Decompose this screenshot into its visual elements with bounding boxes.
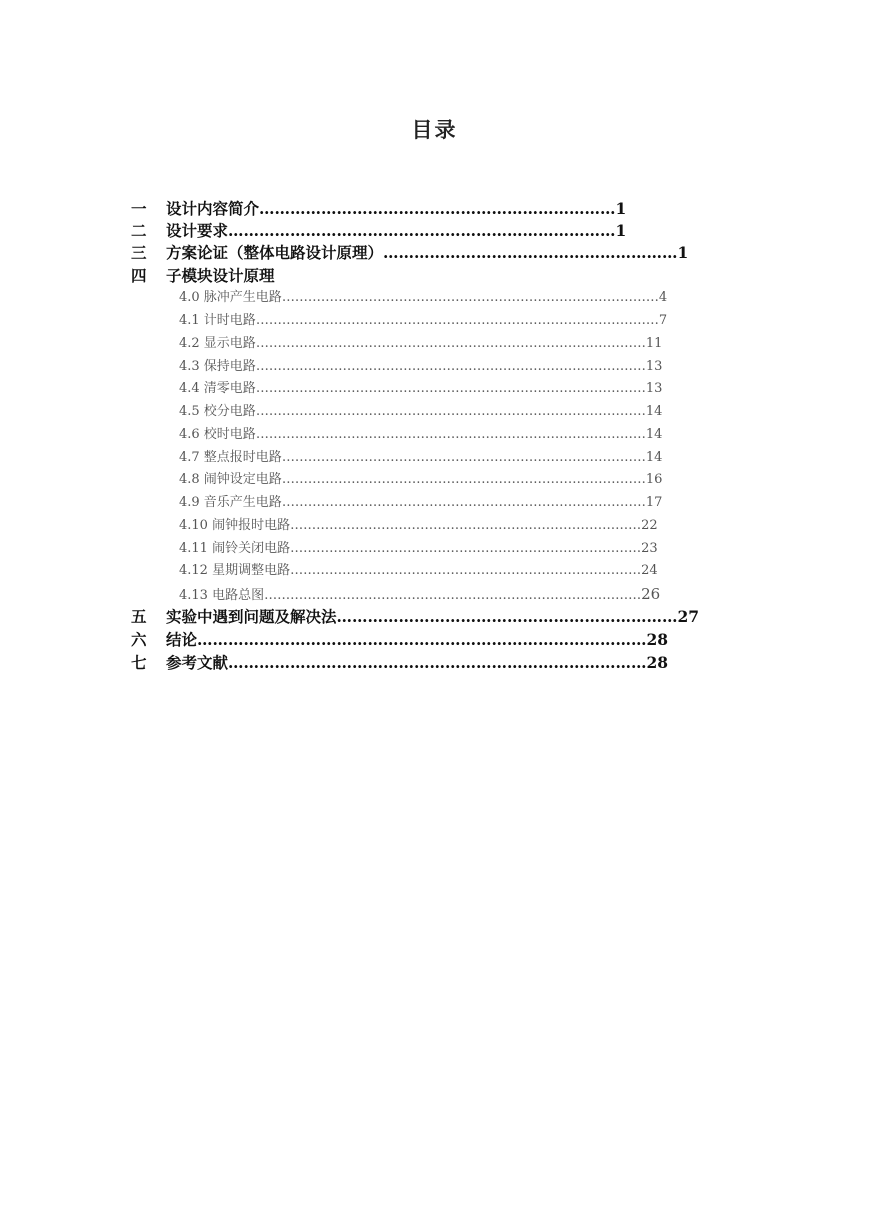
toc-leader-dots: ………………………………………………………………………… bbox=[281, 450, 646, 465]
toc-label: 子模块设计原理 bbox=[166, 266, 275, 285]
toc-page-number: 1 bbox=[677, 243, 689, 262]
toc-index: 三 bbox=[131, 243, 147, 262]
toc-subentry[interactable] bbox=[179, 493, 662, 513]
toc-label: 方案论证（整体电路设计原理） bbox=[166, 243, 384, 262]
toc-page-number: 23 bbox=[641, 541, 658, 556]
toc-entry-2[interactable] bbox=[131, 221, 626, 241]
toc-label: 4.2 显示电路 bbox=[179, 336, 256, 351]
toc-page-number: 7 bbox=[658, 313, 668, 328]
toc-subentry[interactable] bbox=[179, 357, 662, 377]
toc-label: 4.1 计时电路 bbox=[179, 313, 256, 328]
toc-page-number: 17 bbox=[645, 495, 663, 510]
toc-page-number: 22 bbox=[641, 518, 658, 533]
toc-index: 二 bbox=[131, 221, 147, 240]
toc-label: 参考文献 bbox=[166, 653, 229, 672]
toc-subentry[interactable] bbox=[179, 334, 662, 354]
toc-page-number: 28 bbox=[646, 630, 669, 649]
toc-leader-dots: ……………………………………………………………………………… bbox=[255, 381, 646, 396]
toc-leader-dots: ………………………………………………………………………… bbox=[281, 472, 646, 487]
toc-label: 4.4 清零电路 bbox=[179, 381, 256, 396]
toc-label: 4.12 星期调整电路 bbox=[179, 563, 291, 578]
toc-entry-5[interactable] bbox=[131, 607, 699, 627]
toc-leader-dots: ………………………………………………………………………………… bbox=[255, 313, 659, 328]
toc-leader-dots: …………………………………………………………………………… bbox=[281, 290, 659, 305]
toc-page-number: 14 bbox=[645, 404, 663, 419]
toc-page-number: 11 bbox=[645, 336, 663, 351]
toc-page-number: 24 bbox=[641, 563, 658, 578]
toc-leader-dots: ………………………………………………………………… bbox=[228, 221, 616, 240]
toc-entry-1[interactable] bbox=[131, 199, 626, 219]
toc-entry-7[interactable] bbox=[131, 653, 668, 673]
toc-leader-dots: ……………………………………………………………………… bbox=[290, 563, 642, 578]
toc-leader-dots: ……………………………………………………………………………… bbox=[255, 336, 646, 351]
toc-leader-dots: …………………………………………………………… bbox=[259, 199, 616, 218]
toc-page-number: 1 bbox=[615, 221, 627, 240]
toc-label: 4.6 校时电路 bbox=[179, 427, 256, 442]
toc-leader-dots: …………………………………………………………………………… bbox=[264, 588, 642, 603]
toc-subentry[interactable] bbox=[179, 516, 658, 536]
toc-label: 4.7 整点报时电路 bbox=[179, 450, 282, 465]
toc-page-number: 1 bbox=[615, 199, 627, 218]
toc-index: 七 bbox=[131, 653, 147, 672]
toc-index: 四 bbox=[131, 266, 147, 285]
toc-page-number: 26 bbox=[641, 585, 661, 603]
toc-leader-dots: ……………………………………………………………………… bbox=[290, 541, 642, 556]
toc-leader-dots: ……………………………………………………………………………… bbox=[255, 359, 646, 374]
toc-page-number: 13 bbox=[645, 359, 663, 374]
toc-label: 4.9 音乐产生电路 bbox=[179, 495, 282, 510]
toc-leader-dots: ………………………………………………… bbox=[383, 243, 678, 262]
toc-label: 4.10 闹钟报时电路 bbox=[179, 518, 291, 533]
toc-index: 六 bbox=[131, 630, 147, 649]
toc-subentry[interactable] bbox=[179, 402, 662, 422]
toc-leader-dots: ……………………………………………………………………… bbox=[290, 518, 642, 533]
toc-subentry[interactable] bbox=[179, 584, 660, 606]
toc-subentry[interactable] bbox=[179, 470, 662, 490]
toc-label: 4.13 电路总图 bbox=[179, 588, 265, 603]
toc-page-number: 14 bbox=[645, 427, 663, 442]
toc-leader-dots: …………………………………………………………………………… bbox=[197, 630, 647, 649]
page-title: 目录 bbox=[411, 117, 458, 142]
toc-entry-3[interactable] bbox=[131, 243, 688, 263]
toc-entry-4[interactable] bbox=[131, 266, 275, 286]
toc-label: 4.5 校分电路 bbox=[179, 404, 256, 419]
toc-label: 4.3 保持电路 bbox=[179, 359, 256, 374]
toc-subentry[interactable] bbox=[179, 288, 667, 308]
toc-leader-dots: ………………………………………………………… bbox=[336, 607, 678, 626]
toc-index: 五 bbox=[131, 607, 147, 626]
toc-label: 结论 bbox=[166, 630, 198, 649]
toc-label: 4.0 脉冲产生电路 bbox=[179, 290, 282, 305]
toc-entry-6[interactable] bbox=[131, 630, 668, 650]
toc-page-number: 28 bbox=[646, 653, 669, 672]
toc-page-number: 16 bbox=[645, 472, 663, 487]
toc-subentry[interactable] bbox=[179, 425, 662, 445]
toc-label: 4.11 闹铃关闭电路 bbox=[179, 541, 291, 556]
toc-subentry[interactable] bbox=[179, 448, 662, 468]
toc-label: 实验中遇到问题及解决法 bbox=[166, 607, 337, 626]
toc-leader-dots: ……………………………………………………………………… bbox=[228, 653, 647, 672]
toc-page-number: 13 bbox=[645, 381, 663, 396]
toc-page-number: 14 bbox=[645, 450, 663, 465]
toc-leader-dots: ……………………………………………………………………………… bbox=[255, 427, 646, 442]
toc-subentry[interactable] bbox=[179, 311, 667, 331]
toc-page-number: 27 bbox=[677, 607, 700, 626]
toc-leader-dots: ……………………………………………………………………………… bbox=[255, 404, 646, 419]
toc-page-number: 4 bbox=[658, 290, 668, 305]
toc-label: 设计要求 bbox=[166, 221, 229, 240]
toc-subentry[interactable] bbox=[179, 561, 658, 581]
toc-label: 4.8 闹钟设定电路 bbox=[179, 472, 282, 487]
toc-index: 一 bbox=[131, 199, 147, 218]
toc-subentry[interactable] bbox=[179, 539, 658, 559]
toc-leader-dots: ………………………………………………………………………… bbox=[281, 495, 646, 510]
toc-label: 设计内容简介 bbox=[166, 199, 260, 218]
toc-subentry[interactable] bbox=[179, 379, 662, 399]
